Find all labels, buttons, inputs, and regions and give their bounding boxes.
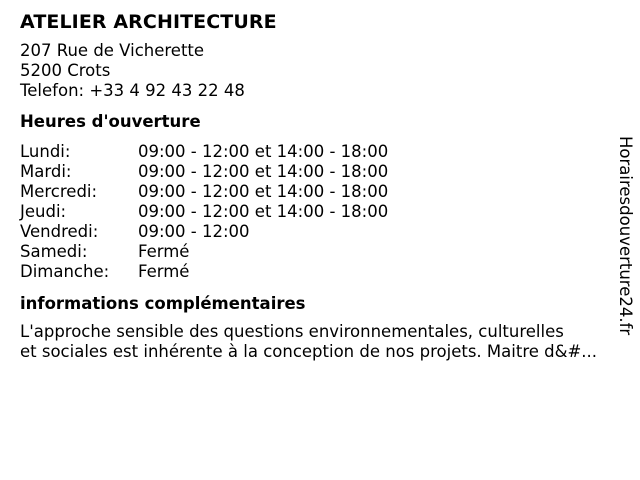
business-name: ATELIER ARCHITECTURE: [20, 11, 277, 33]
time-range: 09:00 - 12:00 et 14:00 - 18:00: [138, 142, 389, 161]
day-label: Samedi:: [20, 242, 88, 261]
hours-row-thursday: [20, 202, 620, 222]
day-label: Mardi:: [20, 162, 72, 181]
address-block: [20, 41, 620, 101]
address-street: 207 Rue de Vicherette: [20, 41, 205, 60]
info-description: L'approche sensible des questions environnementales, culturelles et sociales est inhérente à la conception de nos projets. Maitre d&#...: [20, 322, 598, 361]
day-label: Jeudi:: [20, 202, 67, 221]
hours-row-wednesday: [20, 182, 620, 202]
hours-row-friday: [20, 222, 620, 242]
hours-row-saturday: [20, 242, 620, 262]
business-card: [20, 11, 620, 362]
time-range: 09:00 - 12:00 et 14:00 - 18:00: [138, 202, 389, 221]
address-city: 5200 Crots: [20, 61, 111, 80]
time-range: 09:00 - 12:00 et 14:00 - 18:00: [138, 162, 389, 181]
phone-number: Telefon: +33 4 92 43 22 48: [20, 81, 245, 100]
day-label: Lundi:: [20, 142, 71, 161]
time-range: Fermé: [138, 262, 190, 281]
info-heading: informations complémentaires: [20, 294, 306, 313]
hours-row-monday: [20, 142, 620, 162]
time-range: 09:00 - 12:00 et 14:00 - 18:00: [138, 182, 389, 201]
hours-row-tuesday: [20, 162, 620, 182]
hours-table: [20, 142, 620, 282]
time-range: 09:00 - 12:00: [138, 222, 250, 241]
day-label: Dimanche:: [20, 262, 110, 281]
hours-row-sunday: [20, 262, 620, 282]
hours-heading: Heures d'ouverture: [20, 112, 201, 131]
day-label: Vendredi:: [20, 222, 99, 241]
site-watermark: Horairesdouverture24.fr: [616, 136, 635, 336]
day-label: Mercredi:: [20, 182, 98, 201]
time-range: Fermé: [138, 242, 190, 261]
